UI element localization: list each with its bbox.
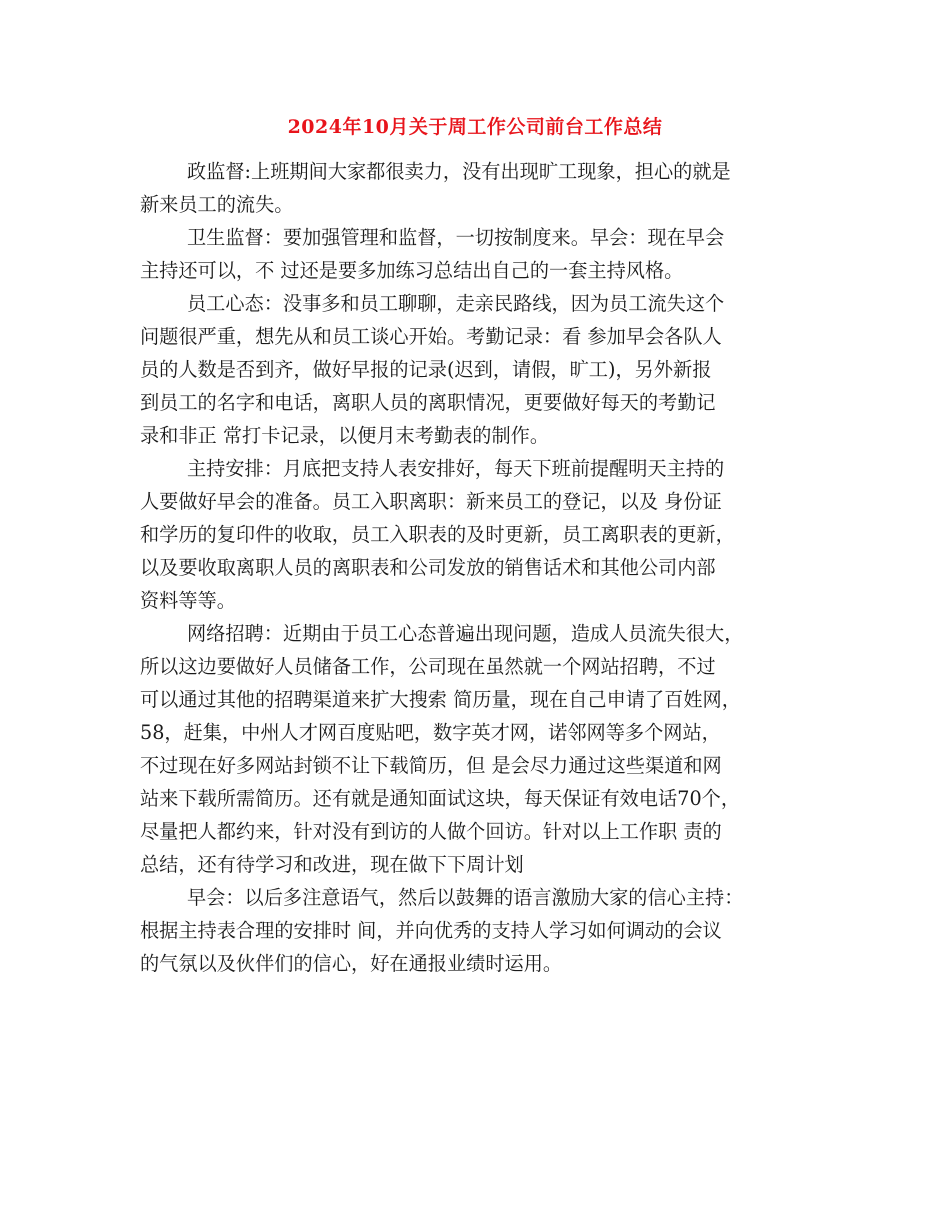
paragraph-line: 58，赶集，中州人才网百度贴吧，数字英才网，诺邻网等多个网站， (140, 721, 721, 744)
paragraph-line: 政监督:上班期间大家都很卖力，没有出现旷工现象，担心的就是 (187, 160, 731, 183)
paragraph-line: 站来下载所需简历。还有就是通知面试这块，每天保证有效电话70个， (140, 787, 741, 810)
paragraph-line: 早会：以后多注意语气，然后以鼓舞的语言激励大家的信心主持： (187, 886, 744, 909)
paragraph-line: 人要做好早会的准备。员工入职离职：新来员工的登记，以及 身份证 (140, 490, 722, 513)
paragraph-line: 资料等等。 (140, 589, 236, 612)
paragraph-line: 员的人数是否到齐，做好早报的记录(迟到，请假，旷工)，另外新报 (140, 358, 712, 381)
paragraph-line: 录和非正 常打卡记录，以便月末考勤表的制作。 (140, 424, 550, 447)
paragraph-line: 问题很严重，想先从和员工谈心开始。考勤记录：看 参加早会各队人 (140, 325, 722, 348)
paragraph-line: 不过现在好多网站封锁不让下载简历，但 是会尽力通过这些渠道和网 (140, 754, 722, 777)
document-title: 2024年10月关于周工作公司前台工作总结 (287, 116, 663, 138)
paragraph-line: 以及要收取离职人员的离职表和公司发放的销售话术和其他公司内部 (140, 556, 716, 579)
paragraph-line: 尽量把人都约来，针对没有到访的人做个回访。针对以上工作职 责的 (140, 820, 722, 843)
paragraph-line: 到员工的名字和电话，离职人员的离职情况，更要做好每天的考勤记 (140, 391, 716, 414)
paragraph-line: 总结，还有待学习和改进，现在做下下周计划 (140, 853, 524, 876)
paragraph-line: 网络招聘：近期由于员工心态普遍出现问题，造成人员流失很大， (187, 622, 744, 645)
paragraph-line: 所以这边要做好人员储备工作，公司现在虽然就一个网站招聘，不过 (140, 655, 716, 678)
paragraph-line: 和学历的复印件的收取，员工入职表的及时更新，员工离职表的更新， (140, 523, 735, 546)
paragraph-line: 的气氛以及伙伴们的信心，好在通报业绩时运用。 (140, 952, 563, 975)
paragraph-line: 主持还可以，不 过还是要多加练习总结出自己的一套主持风格。 (140, 259, 684, 282)
paragraph-line: 员工心态：没事多和员工聊聊，走亲民路线，因为员工流失这个 (187, 292, 725, 315)
paragraph-line: 根据主持表合理的安排时 间，并向优秀的支持人学习如何调动的会议 (140, 919, 722, 942)
paragraph-line: 卫生监督：要加强管理和监督，一切按制度来。早会：现在早会 (187, 226, 725, 249)
paragraph-line: 主持安排：月底把支持人表安排好，每天下班前提醒明天主持的 (187, 457, 725, 480)
paragraph-line: 新来员工的流失。 (140, 193, 294, 216)
document-body (140, 155, 820, 980)
paragraph-line: 可以通过其他的招聘渠道来扩大搜索 简历量，现在自己申请了百姓网， (140, 688, 741, 711)
